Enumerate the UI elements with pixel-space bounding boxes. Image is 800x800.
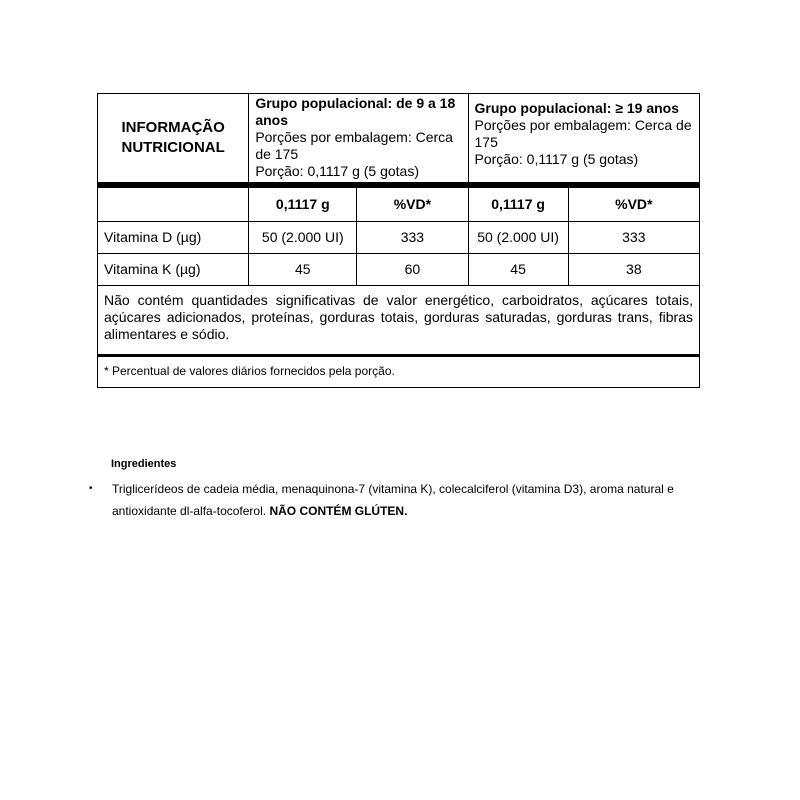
group-1-header	[249, 94, 468, 186]
gluten-free-notice: NÃO CONTÉM GLÚTEN.	[269, 504, 408, 518]
row-label: Vitamina K (µg)	[98, 253, 249, 285]
cell-g1-vd: 60	[357, 253, 468, 285]
col-header-g2-amount: 0,1117 g	[468, 185, 568, 221]
cell-g2-vd: 333	[568, 221, 699, 253]
cell-g1-amount: 50 (2.000 UI)	[249, 221, 357, 253]
table-title	[98, 94, 249, 186]
cell-g2-amount: 45	[468, 253, 568, 285]
table-row-vitamin-k	[98, 253, 700, 285]
footnote-row	[98, 355, 700, 387]
row-label: Vitamina D (µg)	[98, 221, 249, 253]
nutrition-note: Não contém quantidades significativas de valor energético, carboidratos, açúcares totais, açúcares adicionados, proteínas, gorduras totais, gorduras saturadas, gorduras trans, fibras alimentares e sódio.	[98, 285, 700, 355]
col-header-g2-vd: %VD*	[568, 185, 699, 221]
col-header-g1-amount: 0,1117 g	[249, 185, 357, 221]
group-1-portion: Porção: 0,1117 g (5 gotas)	[255, 163, 420, 179]
table-row-vitamin-d	[98, 221, 700, 253]
cell-g2-vd: 38	[568, 253, 699, 285]
note-row	[98, 285, 700, 355]
nutrition-facts-table	[97, 93, 700, 388]
group-2-portions: Porções por embalagem: Cerca de 175	[474, 117, 692, 150]
column-header-row	[98, 185, 700, 221]
table-header-row	[98, 94, 700, 186]
group-2-heading: Grupo populacional: ≥ 19 anos	[474, 100, 679, 116]
group-1-portions: Porções por embalagem: Cerca de 175	[255, 129, 453, 162]
empty-header-cell	[98, 185, 249, 221]
ingredients-text	[112, 478, 702, 522]
bullet-icon: •	[89, 483, 93, 494]
ingredients-title: Ingredientes	[111, 458, 177, 470]
col-header-g1-vd: %VD*	[357, 185, 468, 221]
group-2-portion: Porção: 0,1117 g (5 gotas)	[474, 151, 639, 167]
ingredients-body: Triglicerídeos de cadeia média, menaquinona-7 (vitamina K), colecalciferol (vitamina D3), aroma natural e antioxidante dl-alfa-tocoferol.	[112, 482, 674, 518]
cell-g1-vd: 333	[357, 221, 468, 253]
group-2-header	[468, 94, 699, 186]
table-title-line1: INFORMAÇÃO	[121, 119, 225, 136]
cell-g2-amount: 50 (2.000 UI)	[468, 221, 568, 253]
footnote: * Percentual de valores diários fornecidos pela porção.	[98, 355, 700, 387]
cell-g1-amount: 45	[249, 253, 357, 285]
group-1-heading: Grupo populacional: de 9 a 18 anos	[255, 95, 456, 128]
table-title-line2: NUTRICIONAL	[121, 139, 225, 156]
